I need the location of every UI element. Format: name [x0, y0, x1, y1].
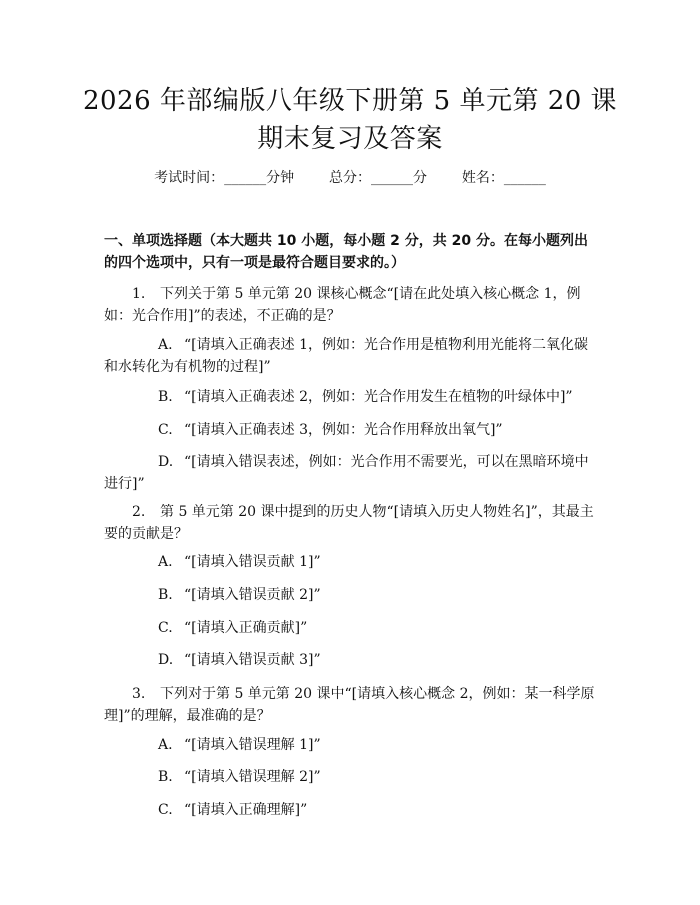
- option-letter: A.: [158, 337, 173, 353]
- option-letter: B.: [158, 587, 173, 603]
- question-stem: 下列对于第 5 单元第 20 课中“[请填入核心概念 2，例如：某一科学原理]”的理解，最准确的是？: [104, 686, 595, 724]
- option-letter: A.: [158, 554, 173, 570]
- option-letter: C.: [158, 422, 173, 438]
- question-stem: 第 5 单元第 20 课中提到的历史人物“[请填入历史人物姓名]”，其最主要的贡献是？: [104, 504, 594, 542]
- question-1-option-c: [104, 419, 598, 441]
- question-3-option-a: [104, 734, 598, 756]
- question-number: 3.: [132, 686, 146, 702]
- option-text: “[请填入错误贡献 2]”: [184, 587, 321, 603]
- option-text: “[请填入错误理解 1]”: [184, 737, 321, 753]
- exam-time-field: 考试时间：______分钟: [154, 170, 295, 186]
- exam-info: [0, 169, 700, 187]
- option-letter: B.: [158, 769, 173, 785]
- question-number: 2.: [132, 504, 146, 520]
- question-1: [104, 283, 598, 327]
- section-heading-single-choice: 一、单项选择题（本大题共 10 小题，每小题 2 分，共 20 分。在每小题列出的四个选项中，只有一项是最符合题目要求的。）: [104, 233, 588, 271]
- option-text: “[请填入错误贡献 3]”: [184, 652, 321, 668]
- question-stem: 下列关于第 5 单元第 20 课核心概念“[请在此处填入核心概念 1，例如：光合作用]”的表述，不正确的是？: [104, 286, 581, 324]
- question-3: [104, 683, 598, 727]
- question-3-option-c: [104, 799, 598, 821]
- option-letter: C.: [158, 620, 173, 636]
- option-letter: C.: [158, 802, 173, 818]
- option-text: “[请填入正确表述 1，例如：光合作用是植物利用光能将二氧化碳和水转化为有机物的过程]”: [104, 337, 588, 375]
- option-letter: A.: [158, 737, 173, 753]
- question-number: 1.: [132, 286, 146, 302]
- option-text: “[请填入错误贡献 1]”: [184, 554, 321, 570]
- exam-score-field: 总分：______分: [329, 170, 427, 186]
- option-text: “[请填入正确理解]”: [184, 802, 308, 818]
- question-1-option-b: [104, 386, 598, 408]
- option-text: “[请填入正确表述 2，例如：光合作用发生在植物的叶绿体中]”: [184, 389, 573, 405]
- option-letter: D.: [158, 652, 174, 668]
- question-2-option-d: [104, 649, 598, 671]
- option-letter: B.: [158, 389, 173, 405]
- question-3-option-b: [104, 766, 598, 788]
- question-1-option-d: [104, 451, 598, 495]
- option-letter: D.: [158, 454, 174, 470]
- question-2-option-b: [104, 584, 598, 606]
- option-text: “[请填入错误表述，例如：光合作用不需要光，可以在黑暗环境中进行]”: [104, 454, 589, 492]
- question-2-option-a: [104, 551, 598, 573]
- exam-name-field: 姓名：______: [461, 170, 546, 186]
- option-text: “[请填入错误理解 2]”: [184, 769, 321, 785]
- question-2-option-c: [104, 617, 598, 639]
- question-2: [104, 501, 598, 545]
- question-1-option-a: [104, 334, 598, 378]
- option-text: “[请填入正确贡献]”: [184, 620, 308, 636]
- page-title-line-2: 期末复习及答案: [257, 124, 443, 154]
- page-title-line-1: 2026 年部编版八年级下册第 5 单元第 20 课: [82, 86, 618, 116]
- option-text: “[请填入正确表述 3，例如：光合作用释放出氧气]”: [184, 422, 503, 438]
